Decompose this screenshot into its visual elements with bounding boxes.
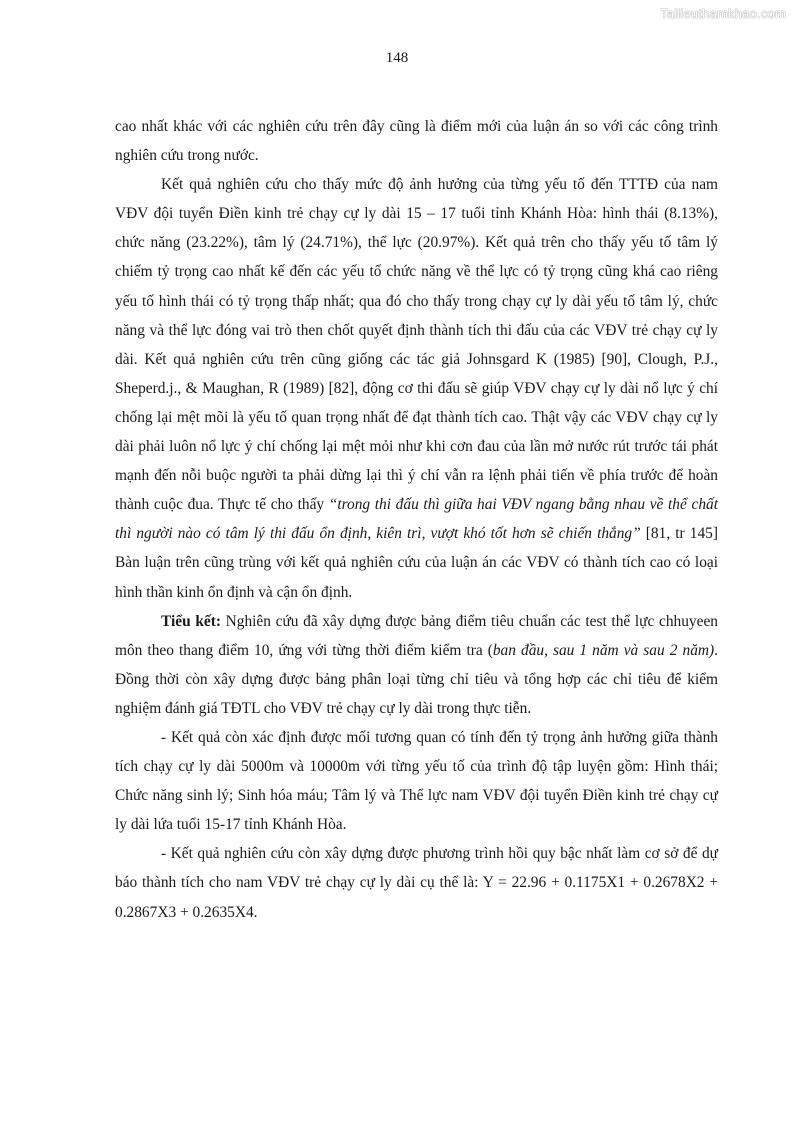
watermark: Tailieuthamkhao.com	[660, 6, 786, 21]
paragraph-text: - Kết quả nghiên cứu còn xây dựng được phương trình hồi quy bậc nhất làm cơ sở để dự báo thành tích cho nam VĐV trẻ chạy cự ly dài cụ thể là: Y = 22.96 + 0.1175X1 + 0.2678X2 + 0.2867X3 + 0.2635X4.	[115, 845, 718, 921]
paragraph-text: - Kết quả còn xác định được mối tương quan có tính đến tỷ trọng ảnh hưởng giữa thành tích chạy cự ly dài 5000m và 10000m với từng yếu tố của trình độ tập luyện gồm: Hình thái; Chức năng sinh lý; Sinh hóa máu; Tâm lý và Thể lực nam VĐV đội tuyển Điền kinh trẻ chạy cự ly dài lứa tuổi 15-17 tỉnh Khánh Hòa.	[115, 728, 718, 834]
italic-text: ban đầu, sau 1 năm và sau 2 năm)	[492, 641, 715, 659]
paragraph-results	[115, 170, 718, 606]
paragraph-text: cao nhất khác với các nghiên cứu trên đây cũng là điểm mới của luận án so với các công trình nghiên cứu trong nước.	[115, 118, 718, 165]
paragraph-text: Nghiên cứu đã xây dựng được bảng điểm tiêu chuẩn các test thể lực chhuyeen môn theo thang điểm 10, ứng với từng thời điểm kiểm tra (	[115, 612, 718, 659]
quote-text: “trong thi đấu thì giữa hai VĐV ngang bằng nhau về thể chất thì người nào có tâm lý thi đấu ổn định, kiên trì, vượt khó tốt hơn sẽ chiến thắng”	[115, 496, 718, 543]
paragraph-continuation	[115, 112, 718, 170]
summary-label: Tiểu kết:	[161, 612, 221, 630]
paragraph-text: [81, tr 145] Bàn luận trên cũng trùng với kết quả nghiên cứu của luận án các VĐV có thành tích cao có loại hình thần kinh ổn định và cận ổn định.	[115, 525, 718, 601]
document-body	[115, 112, 718, 927]
paragraph-text: . Đồng thời còn xây dựng được bảng phân loại từng chỉ tiêu và tổng hợp các chỉ tiêu để kiểm nghiệm đánh giá TĐTL cho VĐV trẻ chạy cự ly dài trong thực tiễn.	[115, 641, 718, 717]
paragraph-summary	[115, 607, 718, 723]
paragraph-regression	[115, 839, 718, 926]
paragraph-text: Kết quả nghiên cứu cho thấy mức độ ảnh hưởng của từng yếu tố đến TTTĐ của nam VĐV đội tuyển Điền kinh trẻ chạy cự ly dài 15 – 17 tuổi tỉnh Khánh Hòa: hình thái (8.13%), chức năng (23.22%), tâm lý (24.71%), thể lực (20.97%). Kết quả trên cho thấy yếu tố tâm lý chiếm tỷ trọng cao nhất kế đến các yếu tố chức năng về thể lực có tỷ trọng cũng khá cao riêng yếu tố hình thái có tỷ trọng thấp nhất; qua đó cho thấy trong chạy cự ly dài yếu tố tâm lý, chức năng và thể lực đóng vai trò then chốt quyết định thành tích thi đấu của các VĐV trẻ chạy cự ly dài. Kết quả nghiên cứu trên cũng giống các tác giả Johnsgard K (1985) [90], Clough, P.J., Sheperd.j., & Maughan, R (1989) [82], động cơ thi đấu sẽ giúp VĐV chạy cự ly dài nổ lực ý chí chống lại mệt mõi là yếu tố quan trọng nhất để đạt thành tích cao. Thật vậy các VĐV chạy cự ly dài phải luôn nổ lực ý chí chống lại mệt mỏi như khi cơn đau của lần mở nước rút trước tái phát mạnh đến nỗi buộc người ta phải dừng lại thì ý chí vẫn ra lệnh phải tiến về phía trước để hoàn thành cuộc đua. Thực tế cho thấy	[115, 176, 718, 514]
page-number: 148	[385, 50, 409, 66]
paragraph-correlation	[115, 723, 718, 839]
